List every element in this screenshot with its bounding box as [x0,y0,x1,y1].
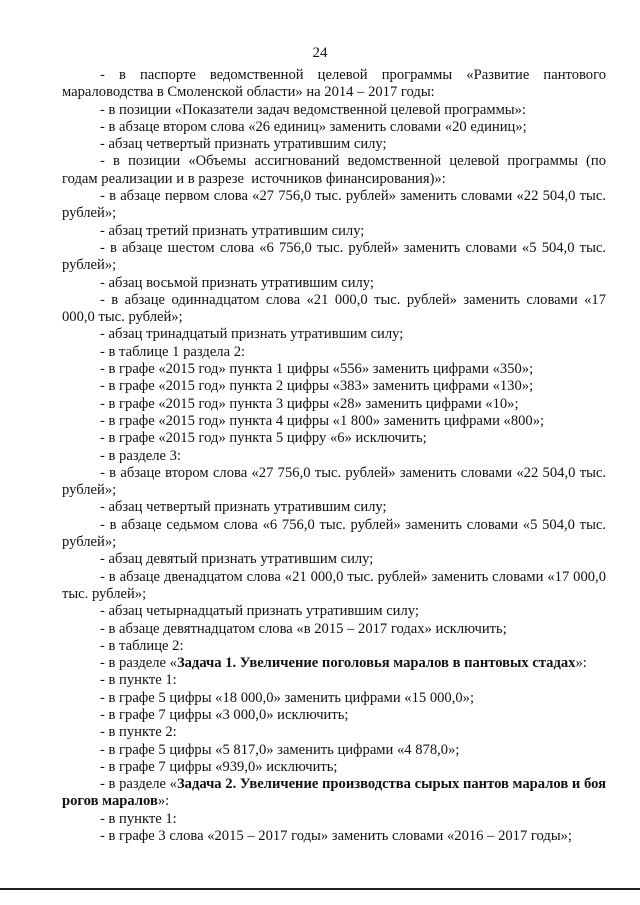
paragraph: - в абзаце одиннадцатом слова «21 000,0 тыс. рублей» заменить словами «17 000,0 тыс. рублей»; [62,291,610,326]
paragraph: - в графе «2015 год» пункта 1 цифры «556» заменить цифрами «350»; [100,361,534,378]
paragraph: - в графе «2015 год» пункта 5 цифру «6» исключить; [100,430,427,447]
paragraph: - абзац девятый признать утратившим силу; [100,551,374,568]
paragraph: - абзац четвертый признать утратившим силу; [100,499,387,516]
paragraph: - в абзаце девятнадцатом слова «в 2015 – 2017 годах» исключить; [100,620,507,637]
paragraph: - в графе 3 слова «2015 – 2017 годы» заменить словами «2016 – 2017 годы»; [100,828,572,845]
paragraph-suffix: »: [157,793,170,810]
paragraph: - в позиции «Показатели задач ведомственной целевой программы»: [100,101,526,118]
paragraph: - в абзаце шестом слова «6 756,0 тыс. рублей» заменить словами «5 504,0 тыс. рублей»; [62,239,610,274]
paragraph: - в таблице 2: [100,637,184,654]
paragraph: - абзац четвертый признать утратившим силу; [100,136,387,153]
paragraph: - абзац четырнадцатый признать утратившим силу; [100,603,419,620]
paragraph: - в таблице 1 раздела 2: [100,343,246,360]
paragraph: - в графе 5 цифры «5 817,0» заменить цифрами «4 878,0»; [100,741,460,758]
paragraph: - в пункте 2: [100,724,177,741]
scan-edge-line [0,888,640,890]
paragraph: - в графе «2015 год» пункта 4 цифры «1 800» заменить цифрами «800»; [100,412,545,429]
task-heading: Задача 1. Увеличение поголовья маралов в пантовых стадах [176,655,576,672]
paragraph: - в абзаце втором слова «27 756,0 тыс. рублей» заменить словами «22 504,0 тыс. рублей»; [62,464,610,499]
paragraph: - в позиции «Объемы ассигнований ведомственной целевой программы (по годам реализации и в разрезе источников финансирования)»: [62,153,610,187]
paragraph-passport: - в паспорте ведомственной целевой программы «Развитие пантового мараловодства в Смоленской области» на 2014 – 2017 годы: [62,67,610,101]
paragraph: - в разделе 3: [100,447,181,464]
paragraph: - абзац тринадцатый признать утратившим силу; [100,326,404,343]
paragraph: - в графе 7 цифры «3 000,0» исключить; [100,706,349,723]
paragraph-prefix: - в разделе « [100,776,177,793]
paragraph: - в абзаце двенадцатом слова «21 000,0 тыс. рублей» заменить словами «17 000,0 тыс. рублей»; [62,568,610,602]
page-number: 24 [312,45,328,61]
paragraph: - абзац третий признать утратившим силу; [100,222,365,239]
paragraph: - в абзаце втором слова «26 единиц» заменить словами «20 единиц»; [100,118,527,135]
paragraph-task-1 [62,655,606,672]
paragraph: - в пункте 1: [100,672,177,689]
paragraph: - абзац восьмой признать утратившим силу; [100,274,374,291]
paragraph: - в пункте 1: [100,810,177,827]
paragraph-task-2 [62,776,610,811]
paragraph: - в абзаце первом слова «27 756,0 тыс. рублей» заменить словами «22 504,0 тыс. рублей»; [62,188,610,222]
paragraph: - в абзаце седьмом слова «6 756,0 тыс. рублей» заменить словами «5 504,0 тыс. рублей»; [62,516,610,551]
paragraph: - в графе «2015 год» пункта 2 цифры «383» заменить цифрами «130»; [100,378,534,395]
paragraph: - в графе 5 цифры «18 000,0» заменить цифрами «15 000,0»; [100,689,475,706]
paragraph-prefix: - в разделе « [100,655,177,672]
paragraph-suffix: »: [575,655,587,672]
task-heading: Задача 2. Увеличение производства сырых пантов маралов и боя рогов маралов [62,776,610,810]
paragraph: - в графе 7 цифры «939,0» исключить; [100,758,338,775]
paragraph: - в графе «2015 год» пункта 3 цифры «28» заменить цифрами «10»; [100,395,519,412]
document-body [62,67,610,845]
